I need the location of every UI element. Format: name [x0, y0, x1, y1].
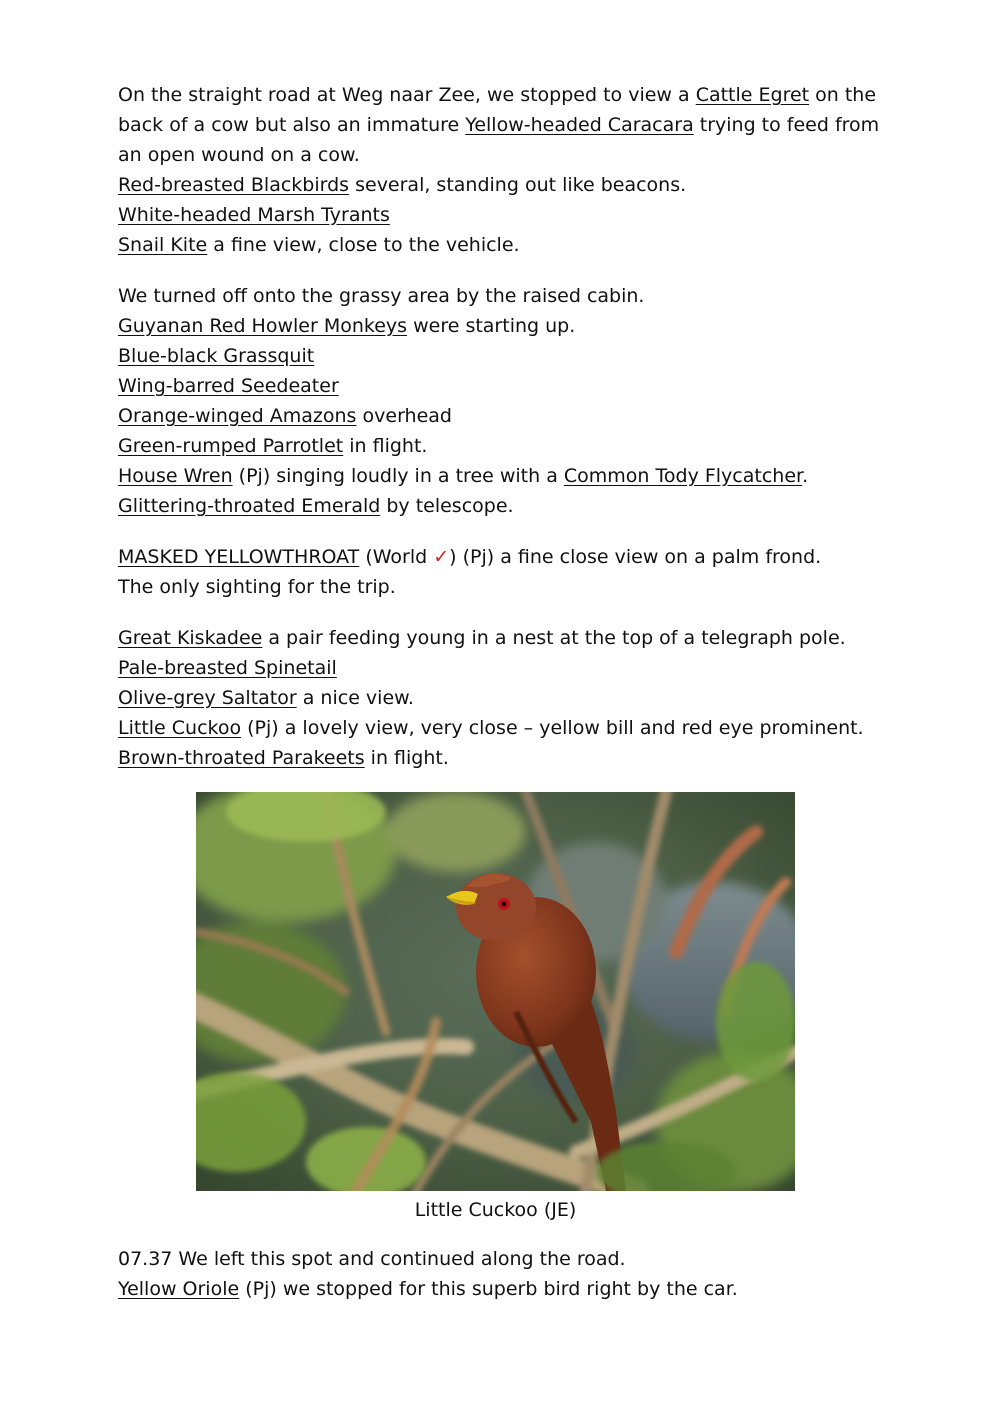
text: . [802, 465, 809, 487]
text: by telescope. [380, 495, 514, 517]
species-white-headed-marsh-tyrants: White-headed Marsh Tyrants [118, 204, 390, 226]
document-body-continued [118, 1244, 898, 1304]
text-line [118, 491, 898, 521]
text: back of a cow but also an immature [118, 114, 466, 136]
species-olive-grey-saltator: Olive-grey Saltator [118, 687, 297, 709]
species-blue-black-grassquit: Blue-black Grassquit [118, 345, 315, 367]
text-line [118, 713, 898, 743]
text: were starting up. [407, 315, 576, 337]
text-line [118, 230, 898, 260]
text-line: The only sighting for the trip. [118, 576, 396, 598]
text: a pair feeding young in a nest at the top of a telegraph pole. [262, 627, 846, 649]
text-line [118, 623, 898, 653]
text-line [118, 170, 898, 200]
species-red-howler-monkeys: Guyanan Red Howler Monkeys [118, 315, 408, 337]
text: several, standing out like beacons. [349, 174, 687, 196]
text: a nice view. [296, 687, 414, 709]
text-line [118, 653, 898, 683]
document-body [118, 80, 898, 773]
text: overhead [356, 405, 452, 427]
text-line: 07.37 We left this spot and continued along the road. [118, 1248, 626, 1270]
species-orange-winged-amazons: Orange-winged Amazons [118, 405, 357, 427]
text-line: an open wound on a cow. [118, 144, 360, 166]
text-line [118, 80, 898, 110]
species-great-kiskadee: Great Kiskadee [118, 627, 263, 649]
species-brown-throated-parakeets: Brown-throated Parakeets [118, 747, 365, 769]
species-masked-yellowthroat: MASKED YELLOWTHROAT [118, 546, 360, 568]
text: in flight. [364, 747, 449, 769]
text: in flight. [343, 435, 428, 457]
text: On the straight road at Weg naar Zee, we stopped to view a [118, 84, 696, 106]
text: (Pj) singing loudly in a tree with a [232, 465, 564, 487]
species-wing-barred-seedeater: Wing-barred Seedeater [118, 375, 339, 397]
text-line [118, 341, 898, 371]
text-line [118, 431, 898, 461]
text: trying to feed from [693, 114, 880, 136]
text: (World [359, 546, 434, 568]
text-line: We turned off onto the grassy area by the raised cabin. [118, 285, 645, 307]
text-line [118, 401, 898, 431]
species-glittering-throated-emerald: Glittering-throated Emerald [118, 495, 381, 517]
species-little-cuckoo: Little Cuckoo [118, 717, 242, 739]
species-cattle-egret: Cattle Egret [695, 84, 810, 106]
species-yellow-headed-caracara: Yellow-headed Caracara [465, 114, 694, 136]
text: (Pj) a lovely view, very close – yellow bill and red eye prominent. [241, 717, 864, 739]
text-line [118, 311, 898, 341]
text-line [118, 110, 898, 140]
text-line [118, 743, 898, 773]
species-pale-breasted-spinetail: Pale-breasted Spinetail [118, 657, 337, 679]
species-yellow-oriole: Yellow Oriole [118, 1278, 240, 1300]
text-line [118, 1274, 898, 1304]
text-line [118, 683, 898, 713]
species-snail-kite: Snail Kite [118, 234, 208, 256]
species-green-rumped-parrotlet: Green-rumped Parrotlet [118, 435, 344, 457]
text-line [118, 542, 898, 572]
species-red-breasted-blackbirds: Red-breasted Blackbirds [118, 174, 350, 196]
text-line [118, 200, 898, 230]
text-line [118, 461, 898, 491]
little-cuckoo-photo [196, 792, 795, 1191]
photo-caption: Little Cuckoo (JE) [414, 1199, 577, 1221]
check-mark-icon: ✓ [433, 546, 450, 568]
text: on the [809, 84, 877, 106]
text-line [118, 371, 898, 401]
species-common-tody-flycatcher: Common Tody Flycatcher [563, 465, 803, 487]
text: a fine view, close to the vehicle. [207, 234, 520, 256]
text: (Pj) we stopped for this superb bird right by the car. [239, 1278, 738, 1300]
species-house-wren: House Wren [118, 465, 233, 487]
text: ) (Pj) a fine close view on a palm frond. [449, 546, 822, 568]
